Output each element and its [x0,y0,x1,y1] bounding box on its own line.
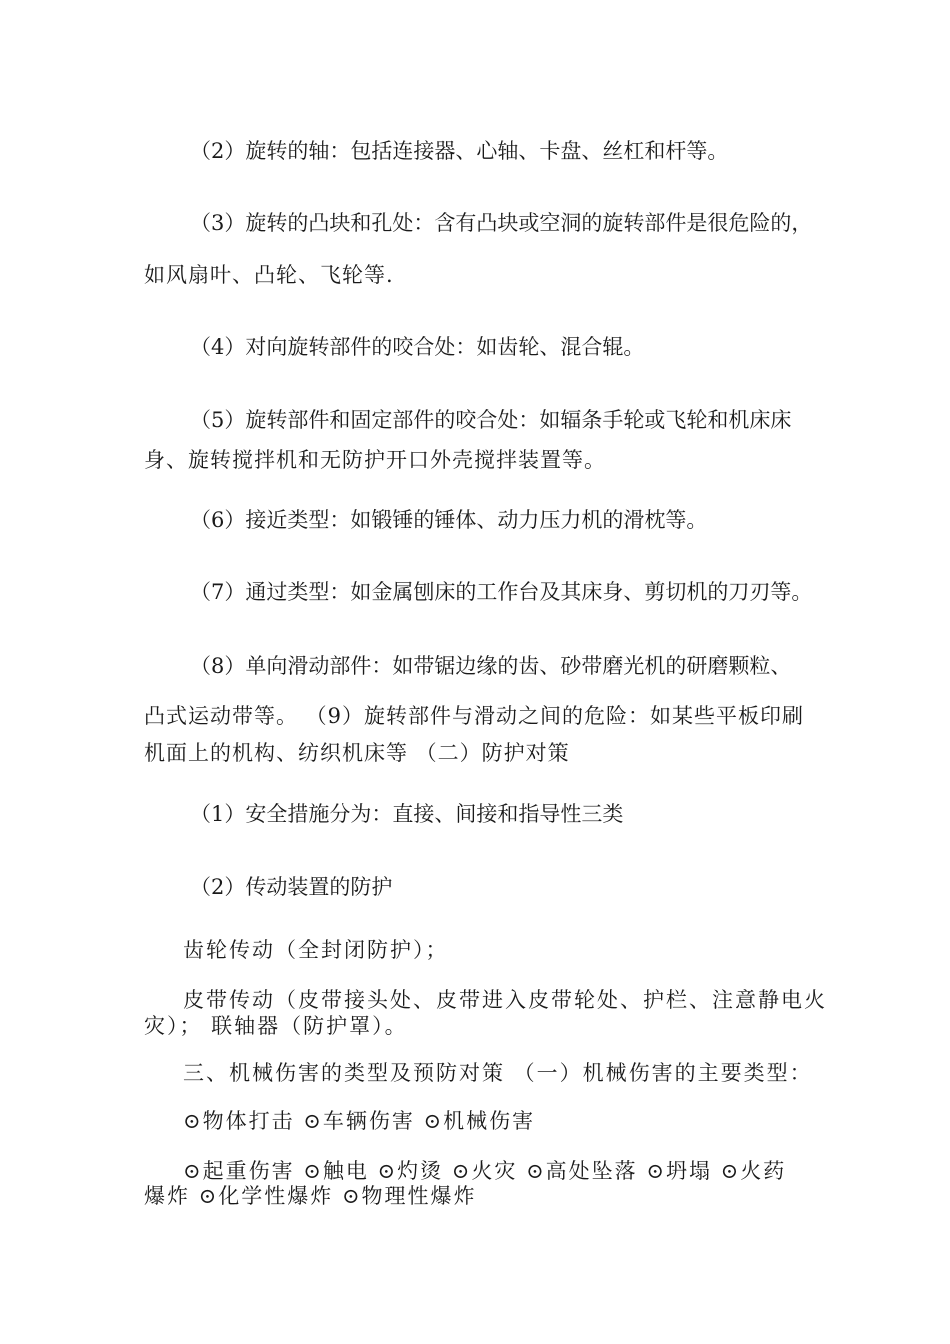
paragraph-line: 灾）； 联轴器（防护罩）。 [144,1014,408,1038]
paragraph-line: 皮带传动（皮带接头处、皮带进入皮带轮处、护栏、注意静电火 [183,988,827,1012]
paragraph-line: （3）旋转的凸块和孔处：含有凸块或空洞的旋转部件是很危险的， [190,211,813,235]
paragraph-line: 身、旋转搅拌机和无防护开口外壳搅拌装置等。 [144,448,606,472]
paragraph-line: 爆炸 ⊙化学性爆炸 ⊙物理性爆炸 [144,1184,477,1208]
paragraph-line: 凸式运动带等。 （9）旋转部件与滑动之间的危险：如某些平板印刷 [144,704,805,728]
paragraph-line: 齿轮传动（全封闭防护）； [183,938,449,962]
paragraph-line: ⊙物体打击 ⊙车辆伤害 ⊙机械伤害 [183,1109,536,1133]
paragraph-line: （8）单向滑动部件：如带锯边缘的齿、砂带磨光机的研磨颗粒、 [190,654,792,678]
paragraph-line: （2）旋转的轴：包括连接器、心轴、卡盘、丝杠和杆等。 [190,139,729,163]
paragraph-line: （5）旋转部件和固定部件的咬合处：如辐条手轮或飞轮和机床床 [190,408,792,432]
paragraph-line: （7）通过类型：如金属刨床的工作台及其床身、剪切机的刀刃等。 [190,580,813,604]
paragraph-line: （1）安全措施分为：直接、间接和指导性三类 [190,802,624,826]
paragraph-line: 机面上的机构、纺织机床等 （二）防护对策 [144,741,570,765]
paragraph-line: ⊙起重伤害 ⊙触电 ⊙灼烫 ⊙火灾 ⊙高处坠落 ⊙坍塌 ⊙火药 [183,1159,787,1183]
paragraph-line: （4）对向旋转部件的咬合处：如齿轮、混合辊。 [190,335,645,359]
paragraph-line: （2）传动装置的防护 [190,875,393,899]
paragraph-line: 三、机械伤害的类型及预防对策 （一）机械伤害的主要类型： [183,1061,813,1085]
paragraph-line: （6）接近类型：如锻锤的锤体、动力压力机的滑枕等。 [190,508,708,532]
paragraph-line: 如风扇叶、凸轮、飞轮等. [144,263,394,287]
